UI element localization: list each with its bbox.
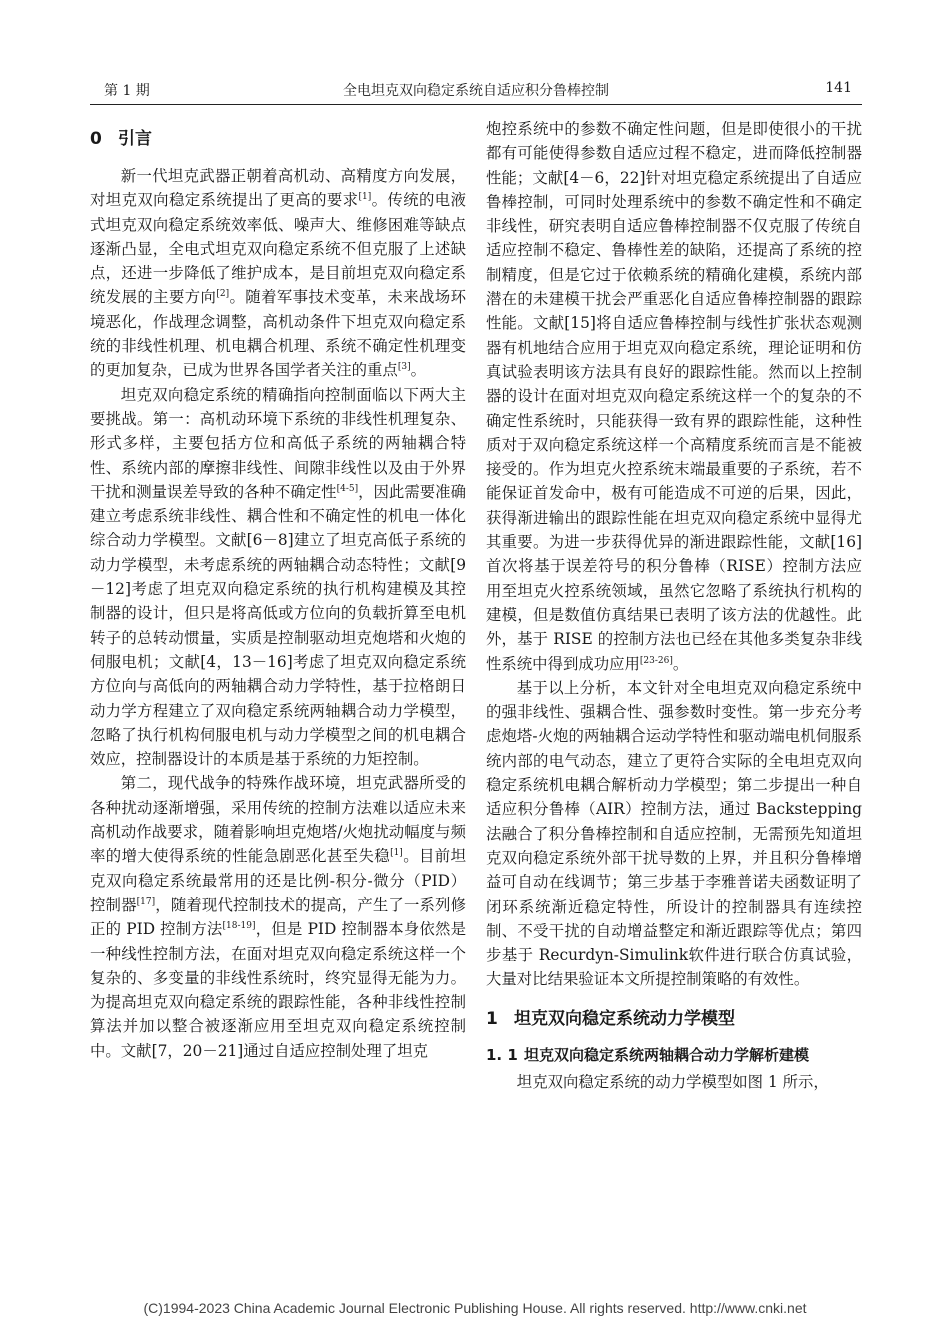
subsection-heading [486, 1044, 862, 1066]
paragraph: 第二，现代战争的特殊作战环境，坦克武器所受的各种扰动逐渐增强，采用传统的控制方法难以适应未来高机动作战要求，随着影响坦克炮塔/火炮扰动幅度与频率的增大使得系统的性能急剧恶化甚至失稳[1]。目前坦克双向稳定系统最常用的还是比例-积分-微分（PID）控制器[17]，随着现代控制技术的提高，产生了一系列修正的 PID 控制方法[18-19]，但是 PID 控制器本身依然是一种线性控制方法，在面对坦克双向稳定系统这样一个复杂的、多变量的非线性系统时，终究显得无能为力。为提高坦克双向稳定系统的跟踪性能，各种非线性控制算法并加以整合被逐渐应用至坦克双向稳定系统控制中。文献[7，20－21]通过自适应控制处理了坦克 [90, 774, 466, 1060]
paragraph: 坦克双向稳定系统的精确指向控制面临以下两大主要挑战。第一：高机动环境下系统的非线性机理复杂、形式多样，主要包括方位和高低子系统的两轴耦合特性、系统内部的摩擦非线性、间隙非线性以及由于外界干扰和测量误差导致的各种不确定性[4-5]，因此需要准确建立考虑系统非线性、耦合性和不确定性的机电一体化综合动力学模型。文献[6－8]建立了坦克高低子系统的动力学模型，未考虑系统的两轴耦合动态特性；文献[9－12]考虑了坦克双向稳定系统的执行机构建模及其控制器的设计，但只是将高低或方位向的负载折算至电机转子的总转动惯量，实质是控制驱动坦克炮塔和火炮的伺服电机；文献[4，13－16]考虑了坦克双向稳定系统方位向与高低向的两轴耦合动力学特性，基于拉格朗日动力学方程建立了双向稳定系统两轴耦合动力学模型，忽略了执行机构伺服电机与动力学模型之间的机电耦合效应，控制器设计的本质是基于系统的力矩控制。 [90, 385, 466, 769]
running-title: 全电坦克双向稳定系统自适应积分鲁棒控制 [343, 83, 609, 99]
copyright-footer: (C)1994-2023 China Academic Journal Electronic Publishing House. All rights reserved. http://www.cnki.net [143, 1300, 807, 1316]
left-column [90, 128, 466, 1063]
section-number: 1 [486, 1008, 498, 1029]
subsection-number: 1. 1 [486, 1045, 518, 1064]
subsection-title: 坦克双向稳定系统两轴耦合动力学解析建模 [524, 1045, 810, 1064]
issue-label: 第 1 期 [104, 83, 150, 99]
page-number: 141 [825, 80, 852, 96]
right-column [486, 117, 862, 1094]
running-header [90, 74, 862, 105]
section-heading-introduction [90, 128, 466, 150]
paragraph: 基于以上分析，本文针对全电坦克双向稳定系统中的强非线性、强耦合性、强参数时变性。第一步充分考虑炮塔-火炮的两轴耦合运动学特性和驱动端电机伺服系统内部的电气动态，建立了更符合实际的全电坦克双向稳定系统机电耦合解析动力学模型；第二步提出一种自适应积分鲁棒（AIR）控制方法，通过 Backstepping 法融合了积分鲁棒控制和自适应控制，无需预先知道坦克双向稳定系统外部干扰导数的上界，并且积分鲁棒增益可自动在线调节；第三步基于李雅普诺夫函数证明了闭环系统渐近稳定特性，所设计的控制器具有连续控制、不受干扰的自动增益整定和渐近跟踪等优点；第四步基于 Recurdyn-Simulink软件进行联合仿真试验，大量对比结果验证本文所提控制策略的有效性。 [486, 678, 862, 989]
section-heading-dynamics-model [486, 1008, 862, 1030]
section-title: 引言 [118, 129, 152, 149]
paragraph: 新一代坦克武器正朝着高机动、高精度方向发展，对坦克双向稳定系统提出了更高的要求[1]。传统的电液式坦克双向稳定系统效率低、噪声大、维修困难等缺点逐渐凸显，全电式坦克双向稳定系统不但克服了上述缺点，还进一步降低了维护成本，是目前坦克双向稳定系统发展的主要方向[2]。随着军事技术变革，未来战场环境恶化，作战理念调整，高机动条件下坦克双向稳定系统的非线性机理、机电耦合机理、系统不确定性机理变的更加复杂，已成为世界各国学者关注的重点[3]。 [90, 167, 466, 380]
section-number: 0 [90, 129, 102, 149]
paragraph-continued: 炮控系统中的参数不确定性问题，但是即使很小的干扰都有可能使得参数自适应过程不稳定，进而降低控制器性能；文献[4－6，22]针对坦克稳定系统提出了自适应鲁棒控制，可同时处理系统中的参数不确定性和不确定非线性，研究表明自适应鲁棒控制器不仅克服了传统自适应控制不稳定、鲁棒性差的缺陷，还提高了系统的控制精度，但是它过于依赖系统的精确化建模，系统内部潜在的未建模干扰会严重恶化自适应鲁棒控制器的跟踪性能。文献[15]将自适应鲁棒控制与线性扩张状态观测器有机地结合应用于坦克双向稳定系统，理论证明和仿真试验表明该方法具有良好的跟踪性能。然而以上控制器的设计在面对坦克双向稳定系统这样一个的复杂的不确定性系统时，只能获得一致有界的跟踪性能，这种性质对于双向稳定系统这样一个高精度系统而言是不能被接受的。作为坦克火控系统末端最重要的子系统，若不能保证首发命中，极有可能造成不可逆的后果，因此，获得渐进输出的跟踪性能在坦克双向稳定系统中显得尤其重要。为进一步获得优异的渐进跟踪性能，文献[16]首次将基于误差符号的积分鲁棒（RISE）控制方法应用至坦克火控系统领域，虽然它忽略了系统执行机构的建模，但是数值仿真结果已表明了该方法的优越性。此外，基于 RISE 的控制方法也已经在其他多类复杂非线性系统中得到成功应用[23-26]。 [486, 120, 862, 673]
section-title: 坦克双向稳定系统动力学模型 [514, 1008, 735, 1029]
paragraph: 坦克双向稳定系统的动力学模型如图 1 所示， [516, 1072, 829, 1091]
